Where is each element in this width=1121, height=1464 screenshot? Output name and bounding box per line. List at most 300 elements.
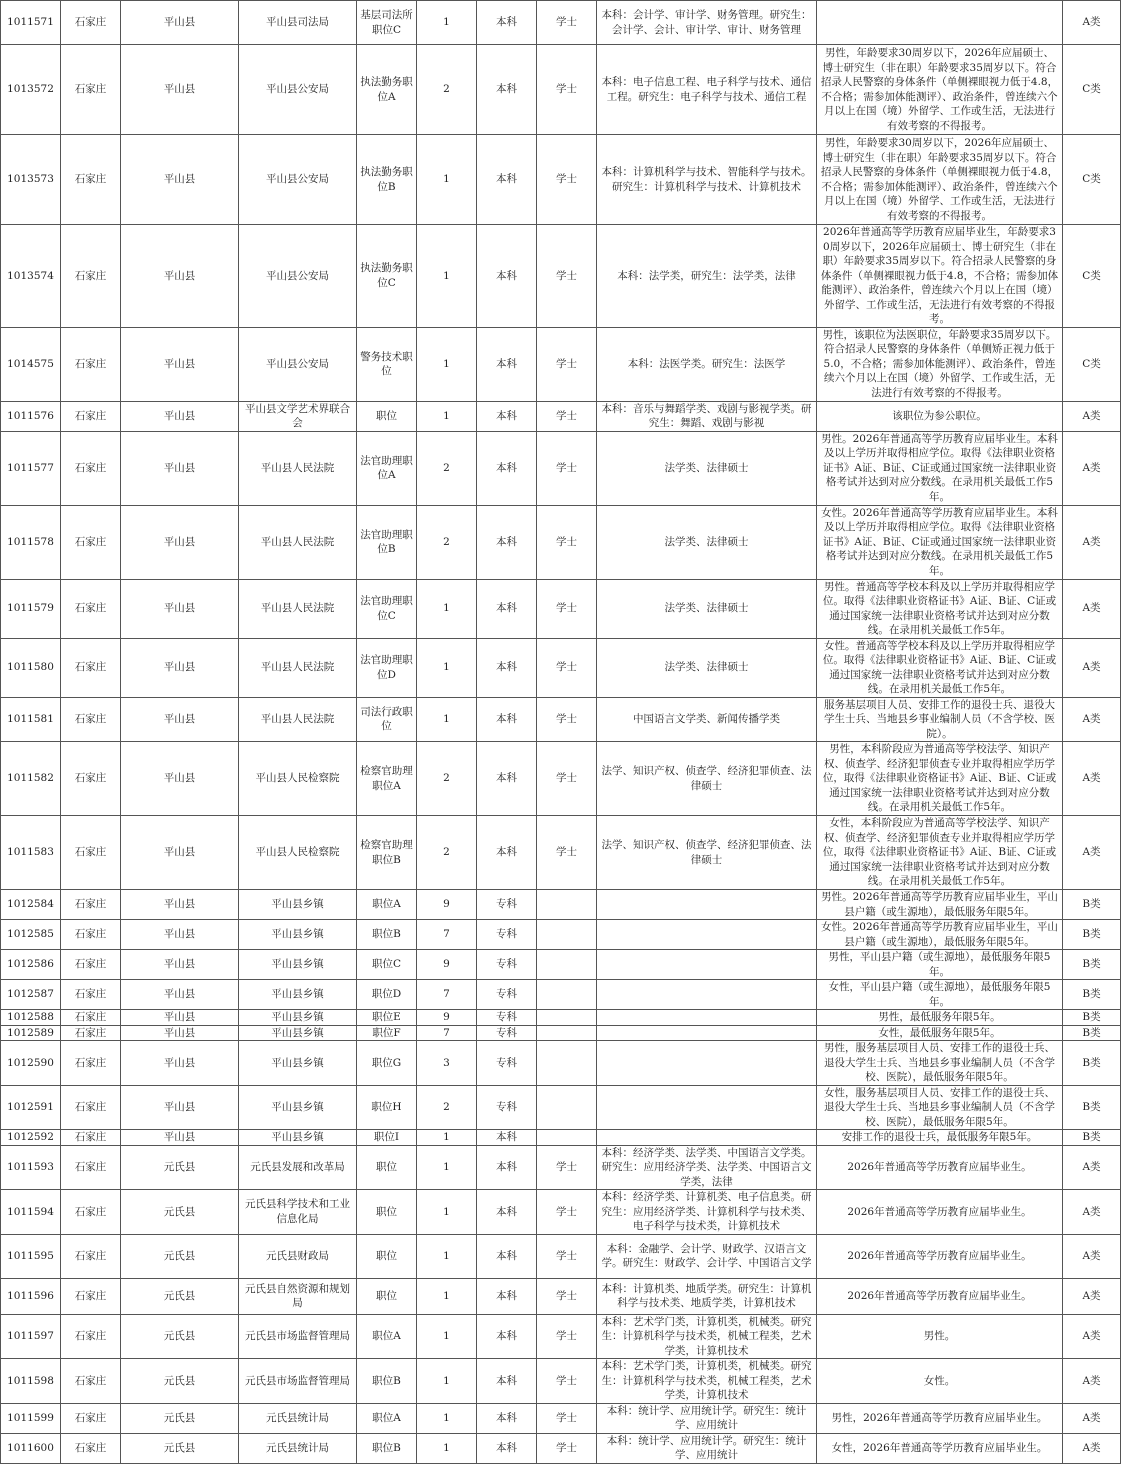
position-cell: 执法勤务职位B	[357, 135, 417, 225]
position-cell: 职位C	[357, 950, 417, 980]
quota-cell: 7	[417, 920, 477, 950]
requirements-cell: 男性，该职位为法医职位，年龄要求35周岁以下。符合招录人民警察的身体条件（单侧矫正视力低于5.0，不合格；需参加体能测评）、政治条件，曾连续六个月以上在国（境）外留学、工作或生活，无法进行有效考察的不得报考。	[817, 327, 1063, 401]
id-cell: 1011593	[1, 1145, 61, 1190]
degree-cell	[537, 1025, 597, 1041]
city-cell: 石家庄	[61, 431, 121, 505]
quota-cell: 2	[417, 816, 477, 890]
county-cell: 元氏县	[121, 1234, 239, 1278]
county-cell: 元氏县	[121, 1403, 239, 1433]
requirements-cell: 男性，年龄要求30周岁以下，2026年应届硕士、博士研究生（非在职）年龄要求35周岁以下。符合招录人民警察的身体条件（单侧裸眼视力低于4.8，不合格；需参加体能测评）、政治条件，曾连续六个月以上在国（境）外留学、工作或生活，无法进行有效考察的不得报考。	[817, 45, 1063, 135]
city-cell: 石家庄	[61, 1190, 121, 1235]
requirements-cell: 男性。2026年普通高等学历教育应届毕业生。本科及以上学历并取得相应学位。取得《法律职业资格证书》A证、B证、C证或通过国家统一法律职业资格考试并达到对应分数线。在录用机关最低工作5年。	[817, 431, 1063, 505]
organization-cell: 平山县人民法院	[239, 638, 357, 697]
quota-cell: 1	[417, 579, 477, 638]
category-cell: B类	[1063, 1130, 1121, 1146]
degree-cell: 学士	[537, 742, 597, 816]
education-cell: 本科	[477, 1, 537, 45]
degree-cell	[537, 890, 597, 920]
organization-cell: 元氏县市场监督管理局	[239, 1314, 357, 1359]
table-row	[1, 1041, 1121, 1086]
category-cell: B类	[1063, 890, 1121, 920]
quota-cell: 9	[417, 950, 477, 980]
major-cell	[597, 890, 817, 920]
position-cell: 职位	[357, 1234, 417, 1278]
major-cell	[597, 980, 817, 1010]
education-cell: 本科	[477, 327, 537, 401]
quota-cell: 1	[417, 401, 477, 431]
table-row	[1, 1433, 1121, 1463]
city-cell: 石家庄	[61, 920, 121, 950]
category-cell: B类	[1063, 1025, 1121, 1041]
position-cell: 执法勤务职位C	[357, 225, 417, 328]
id-cell: 1011581	[1, 697, 61, 742]
degree-cell: 学士	[537, 1145, 597, 1190]
education-cell: 本科	[477, 505, 537, 579]
organization-cell: 平山县人民法院	[239, 431, 357, 505]
county-cell: 平山县	[121, 697, 239, 742]
id-cell: 1011576	[1, 401, 61, 431]
major-cell: 中国语言文学类、新闻传播学类	[597, 697, 817, 742]
degree-cell	[537, 1010, 597, 1026]
requirements-cell: 女性，服务基层项目人员、安排工作的退役士兵、退役大学生士兵、当地县乡事业编制人员（不含学校、医院），最低服务年限5年。	[817, 1085, 1063, 1130]
education-cell: 本科	[477, 816, 537, 890]
degree-cell	[537, 950, 597, 980]
requirements-cell: 2026年普通高等学历教育应届毕业生。	[817, 1190, 1063, 1235]
quota-cell: 1	[417, 1359, 477, 1404]
degree-cell: 学士	[537, 638, 597, 697]
degree-cell: 学士	[537, 135, 597, 225]
requirements-cell: 男性。普通高等学校本科及以上学历并取得相应学位。取得《法律职业资格证书》A证、B证、C证或通过国家统一法律职业资格考试并达到对应分数线。在录用机关最低工作5年。	[817, 579, 1063, 638]
county-cell: 元氏县	[121, 1145, 239, 1190]
county-cell: 平山县	[121, 742, 239, 816]
table-row	[1, 1145, 1121, 1190]
city-cell: 石家庄	[61, 327, 121, 401]
position-cell: 职位I	[357, 1130, 417, 1146]
requirements-cell: 女性。普通高等学校本科及以上学历并取得相应学位。取得《法律职业资格证书》A证、B证、C证或通过国家统一法律职业资格考试并达到对应分数线。在录用机关最低工作5年。	[817, 638, 1063, 697]
education-cell: 本科	[477, 135, 537, 225]
id-cell: 1014575	[1, 327, 61, 401]
major-cell: 本科：统计学、应用统计学。研究生：统计学、应用统计	[597, 1403, 817, 1433]
county-cell: 平山县	[121, 980, 239, 1010]
county-cell: 平山县	[121, 816, 239, 890]
organization-cell: 平山县乡镇	[239, 950, 357, 980]
position-cell: 法官助理职位D	[357, 638, 417, 697]
city-cell: 石家庄	[61, 890, 121, 920]
major-cell: 本科：艺术学门类，计算机类，机械类。研究生：计算机科学与技术类，机械工程类，艺术学类，计算机技术	[597, 1314, 817, 1359]
requirements-cell: 女性。2026年普通高等学历教育应届毕业生，平山县户籍（或生源地），最低服务年限5年。	[817, 920, 1063, 950]
table-row	[1, 1314, 1121, 1359]
position-cell: 职位B	[357, 920, 417, 950]
table-row	[1, 697, 1121, 742]
organization-cell: 平山县人民法院	[239, 697, 357, 742]
position-cell: 职位	[357, 401, 417, 431]
county-cell: 平山县	[121, 950, 239, 980]
id-cell: 1012592	[1, 1130, 61, 1146]
id-cell: 1011580	[1, 638, 61, 697]
organization-cell: 平山县人民法院	[239, 579, 357, 638]
id-cell: 1012589	[1, 1025, 61, 1041]
county-cell: 平山县	[121, 920, 239, 950]
requirements-cell: 女性。	[817, 1359, 1063, 1404]
degree-cell: 学士	[537, 1190, 597, 1235]
organization-cell: 平山县乡镇	[239, 890, 357, 920]
degree-cell	[537, 1085, 597, 1130]
major-cell: 本科：计算机科学与技术、智能科学与技术。研究生：计算机科学与技术、计算机技术	[597, 135, 817, 225]
major-cell: 法学类、法律硕士	[597, 431, 817, 505]
table-row	[1, 1278, 1121, 1314]
major-cell: 本科：会计学、审计学、财务管理。研究生：会计学、会计、审计学、审计、财务管理	[597, 1, 817, 45]
county-cell: 元氏县	[121, 1278, 239, 1314]
requirements-cell: 女性，本科阶段应为普通高等学校法学、知识产权、侦查学、经济犯罪侦查专业并取得相应学历学位，取得《法律职业资格证书》A证、B证、C证或通过国家统一法律职业资格考试并达到对应分数线。在录用机关最低工作5年。	[817, 816, 1063, 890]
category-cell: A类	[1063, 579, 1121, 638]
position-cell: 职位G	[357, 1041, 417, 1086]
degree-cell	[537, 1130, 597, 1146]
category-cell: C类	[1063, 327, 1121, 401]
id-cell: 1011577	[1, 431, 61, 505]
id-cell: 1013573	[1, 135, 61, 225]
education-cell: 专科	[477, 1041, 537, 1086]
quota-cell: 1	[417, 1278, 477, 1314]
id-cell: 1012590	[1, 1041, 61, 1086]
requirements-cell: 2026年普通高等学历教育应届毕业生。	[817, 1145, 1063, 1190]
city-cell: 石家庄	[61, 950, 121, 980]
degree-cell: 学士	[537, 816, 597, 890]
table-row	[1, 1085, 1121, 1130]
city-cell: 石家庄	[61, 1145, 121, 1190]
education-cell: 专科	[477, 1010, 537, 1026]
quota-cell: 1	[417, 638, 477, 697]
organization-cell: 元氏县财政局	[239, 1234, 357, 1278]
major-cell: 本科：计算机类、地质学类。研究生：计算机科学与技术类、地质学类，计算机技术	[597, 1278, 817, 1314]
degree-cell: 学士	[537, 431, 597, 505]
major-cell	[597, 1025, 817, 1041]
requirements-cell: 男性。2026年普通高等学历教育应届毕业生，平山县户籍（或生源地），最低服务年限5年。	[817, 890, 1063, 920]
degree-cell: 学士	[537, 1, 597, 45]
id-cell: 1013574	[1, 225, 61, 328]
id-cell: 1011596	[1, 1278, 61, 1314]
position-cell: 检察官助理职位A	[357, 742, 417, 816]
category-cell: A类	[1063, 1234, 1121, 1278]
table-row	[1, 1234, 1121, 1278]
major-cell	[597, 950, 817, 980]
city-cell: 石家庄	[61, 1041, 121, 1086]
major-cell: 本科：金融学、会计学、财政学、汉语言文学。研究生：财政学、会计学、中国语言文学	[597, 1234, 817, 1278]
id-cell: 1011571	[1, 1, 61, 45]
organization-cell: 元氏县自然资源和规划局	[239, 1278, 357, 1314]
county-cell: 平山县	[121, 1010, 239, 1026]
requirements-cell: 男性，最低服务年限5年。	[817, 1010, 1063, 1026]
position-cell: 职位A	[357, 1403, 417, 1433]
category-cell: A类	[1063, 1359, 1121, 1404]
category-cell: A类	[1063, 1, 1121, 45]
quota-cell: 1	[417, 1, 477, 45]
county-cell: 平山县	[121, 1130, 239, 1146]
county-cell: 平山县	[121, 1085, 239, 1130]
education-cell: 本科	[477, 638, 537, 697]
degree-cell: 学士	[537, 1433, 597, 1463]
major-cell: 本科：法学类，研究生：法学类，法律	[597, 225, 817, 328]
city-cell: 石家庄	[61, 1359, 121, 1404]
major-cell: 法学类、法律硕士	[597, 579, 817, 638]
category-cell: A类	[1063, 816, 1121, 890]
organization-cell: 平山县乡镇	[239, 1025, 357, 1041]
organization-cell: 元氏县统计局	[239, 1403, 357, 1433]
position-cell: 职位D	[357, 980, 417, 1010]
position-cell: 职位B	[357, 1359, 417, 1404]
category-cell: C类	[1063, 135, 1121, 225]
table-row	[1, 816, 1121, 890]
id-cell: 1012585	[1, 920, 61, 950]
city-cell: 石家庄	[61, 505, 121, 579]
id-cell: 1011598	[1, 1359, 61, 1404]
position-cell: 检察官助理职位B	[357, 816, 417, 890]
city-cell: 石家庄	[61, 1010, 121, 1026]
quota-cell: 2	[417, 431, 477, 505]
table-row	[1, 505, 1121, 579]
education-cell: 专科	[477, 980, 537, 1010]
category-cell: A类	[1063, 431, 1121, 505]
requirements-cell: 男性，服务基层项目人员、安排工作的退役士兵、退役大学生士兵、当地县乡事业编制人员（不含学校、医院），最低服务年限5年。	[817, 1041, 1063, 1086]
table-row	[1, 431, 1121, 505]
category-cell: A类	[1063, 1190, 1121, 1235]
major-cell	[597, 1010, 817, 1026]
city-cell: 石家庄	[61, 1278, 121, 1314]
quota-cell: 7	[417, 980, 477, 1010]
id-cell: 1011578	[1, 505, 61, 579]
position-cell: 司法行政职位	[357, 697, 417, 742]
category-cell: B类	[1063, 1010, 1121, 1026]
position-cell: 法官助理职位C	[357, 579, 417, 638]
quota-cell: 1	[417, 1190, 477, 1235]
city-cell: 石家庄	[61, 1130, 121, 1146]
category-cell: B类	[1063, 1041, 1121, 1086]
organization-cell: 平山县公安局	[239, 327, 357, 401]
major-cell: 本科：经济学类、计算机类、电子信息类。研究生：应用经济学类、计算机科学与技术类、电子科学与技术类，计算机技术	[597, 1190, 817, 1235]
degree-cell: 学士	[537, 1234, 597, 1278]
position-cell: 职位A	[357, 890, 417, 920]
county-cell: 元氏县	[121, 1190, 239, 1235]
county-cell: 平山县	[121, 1041, 239, 1086]
county-cell: 平山县	[121, 1025, 239, 1041]
city-cell: 石家庄	[61, 579, 121, 638]
position-cell: 基层司法所职位C	[357, 1, 417, 45]
degree-cell: 学士	[537, 401, 597, 431]
category-cell: A类	[1063, 505, 1121, 579]
education-cell: 专科	[477, 890, 537, 920]
county-cell: 元氏县	[121, 1433, 239, 1463]
city-cell: 石家庄	[61, 1085, 121, 1130]
major-cell: 法学、知识产权、侦查学、经济犯罪侦查、法律硕士	[597, 742, 817, 816]
position-cell: 职位B	[357, 1433, 417, 1463]
category-cell: A类	[1063, 638, 1121, 697]
position-cell: 执法勤务职位A	[357, 45, 417, 135]
city-cell: 石家庄	[61, 225, 121, 328]
table-row	[1, 45, 1121, 135]
category-cell: A类	[1063, 1278, 1121, 1314]
quota-cell: 1	[417, 1403, 477, 1433]
quota-cell: 3	[417, 1041, 477, 1086]
county-cell: 平山县	[121, 890, 239, 920]
id-cell: 1011579	[1, 579, 61, 638]
city-cell: 石家庄	[61, 638, 121, 697]
county-cell: 平山县	[121, 135, 239, 225]
city-cell: 石家庄	[61, 45, 121, 135]
degree-cell	[537, 1041, 597, 1086]
table-row	[1, 890, 1121, 920]
organization-cell: 平山县公安局	[239, 225, 357, 328]
quota-cell: 1	[417, 1130, 477, 1146]
major-cell: 本科：电子信息工程、电子科学与技术、通信工程。研究生：电子科学与技术、通信工程	[597, 45, 817, 135]
city-cell: 石家庄	[61, 980, 121, 1010]
degree-cell	[537, 980, 597, 1010]
education-cell: 本科	[477, 45, 537, 135]
category-cell: A类	[1063, 1433, 1121, 1463]
category-cell: A类	[1063, 1314, 1121, 1359]
requirements-cell: 女性，最低服务年限5年。	[817, 1025, 1063, 1041]
requirements-cell: 女性，2026年普通高等学历教育应届毕业生。	[817, 1433, 1063, 1463]
table-row	[1, 1025, 1121, 1041]
table-row	[1, 327, 1121, 401]
major-cell: 法学、知识产权、侦查学、经济犯罪侦查、法律硕士	[597, 816, 817, 890]
education-cell: 专科	[477, 1085, 537, 1130]
quota-cell: 2	[417, 505, 477, 579]
city-cell: 石家庄	[61, 1025, 121, 1041]
category-cell: B类	[1063, 1085, 1121, 1130]
requirements-cell: 2026年普通高等学历教育应届毕业生。	[817, 1278, 1063, 1314]
degree-cell: 学士	[537, 1403, 597, 1433]
education-cell: 专科	[477, 920, 537, 950]
position-cell: 职位	[357, 1190, 417, 1235]
degree-cell: 学士	[537, 45, 597, 135]
category-cell: C类	[1063, 225, 1121, 328]
id-cell: 1012584	[1, 890, 61, 920]
table-row	[1, 1, 1121, 45]
table-row	[1, 1130, 1121, 1146]
major-cell	[597, 1085, 817, 1130]
category-cell: C类	[1063, 45, 1121, 135]
education-cell: 专科	[477, 950, 537, 980]
id-cell: 1011595	[1, 1234, 61, 1278]
requirements-cell: 男性，平山县户籍（或生源地），最低服务年限5年。	[817, 950, 1063, 980]
degree-cell: 学士	[537, 697, 597, 742]
position-cell: 法官助理职位B	[357, 505, 417, 579]
table-row	[1, 579, 1121, 638]
table-row	[1, 950, 1121, 980]
requirements-cell: 男性，本科阶段应为普通高等学校法学、知识产权、侦查学、经济犯罪侦查专业并取得相应学历学位，取得《法律职业资格证书》A证、B证、C证或通过国家统一法律职业资格考试并达到对应分数线。在录用机关最低工作5年。	[817, 742, 1063, 816]
id-cell: 1011600	[1, 1433, 61, 1463]
education-cell: 本科	[477, 1433, 537, 1463]
id-cell: 1011594	[1, 1190, 61, 1235]
table-row	[1, 1190, 1121, 1235]
major-cell	[597, 1041, 817, 1086]
quota-cell: 2	[417, 742, 477, 816]
id-cell: 1012587	[1, 980, 61, 1010]
position-cell: 职位A	[357, 1314, 417, 1359]
county-cell: 元氏县	[121, 1314, 239, 1359]
category-cell: A类	[1063, 697, 1121, 742]
organization-cell: 元氏县发展和改革局	[239, 1145, 357, 1190]
city-cell: 石家庄	[61, 401, 121, 431]
county-cell: 平山县	[121, 225, 239, 328]
requirements-cell: 男性，年龄要求30周岁以下，2026年应届硕士、博士研究生（非在职）年龄要求35周岁以下。符合招录人民警察的身体条件（单侧裸眼视力低于4.8，不合格；需参加体能测评）、政治条件，曾连续六个月以上在国（境）外留学、工作或生活，无法进行有效考察的不得报考。	[817, 135, 1063, 225]
requirements-cell: 服务基层项目人员、安排工作的退役士兵、退役大学生士兵、当地县乡事业编制人员（不含学校、医院）。	[817, 697, 1063, 742]
major-cell: 本科：法医学类。研究生：法医学	[597, 327, 817, 401]
requirements-cell: 安排工作的退役士兵，最低服务年限5年。	[817, 1130, 1063, 1146]
requirements-cell: 2026年普通高等学历教育应届毕业生。	[817, 1234, 1063, 1278]
position-cell: 职位E	[357, 1010, 417, 1026]
table-row	[1, 920, 1121, 950]
category-cell: A类	[1063, 1145, 1121, 1190]
table-row	[1, 980, 1121, 1010]
organization-cell: 平山县人民法院	[239, 505, 357, 579]
quota-cell: 1	[417, 1433, 477, 1463]
city-cell: 石家庄	[61, 1, 121, 45]
quota-cell: 1	[417, 135, 477, 225]
requirements-cell	[817, 1, 1063, 45]
organization-cell: 平山县乡镇	[239, 920, 357, 950]
organization-cell: 平山县乡镇	[239, 1085, 357, 1130]
id-cell: 1012591	[1, 1085, 61, 1130]
organization-cell: 元氏县统计局	[239, 1433, 357, 1463]
education-cell: 本科	[477, 431, 537, 505]
county-cell: 平山县	[121, 505, 239, 579]
table-row	[1, 638, 1121, 697]
position-cell: 职位F	[357, 1025, 417, 1041]
id-cell: 1011597	[1, 1314, 61, 1359]
table-row	[1, 401, 1121, 431]
degree-cell	[537, 920, 597, 950]
position-cell: 职位	[357, 1145, 417, 1190]
quota-cell: 2	[417, 1085, 477, 1130]
major-cell	[597, 920, 817, 950]
quota-cell: 1	[417, 697, 477, 742]
education-cell: 本科	[477, 401, 537, 431]
degree-cell: 学士	[537, 579, 597, 638]
organization-cell: 平山县人民检察院	[239, 816, 357, 890]
education-cell: 本科	[477, 225, 537, 328]
city-cell: 石家庄	[61, 135, 121, 225]
table-row	[1, 225, 1121, 328]
major-cell: 法学类、法律硕士	[597, 638, 817, 697]
degree-cell: 学士	[537, 327, 597, 401]
organization-cell: 平山县乡镇	[239, 1010, 357, 1026]
quota-cell: 1	[417, 1145, 477, 1190]
organization-cell: 元氏县科学技术和工业信息化局	[239, 1190, 357, 1235]
id-cell: 1013572	[1, 45, 61, 135]
organization-cell: 平山县乡镇	[239, 980, 357, 1010]
organization-cell: 平山县公安局	[239, 135, 357, 225]
city-cell: 石家庄	[61, 816, 121, 890]
quota-cell: 9	[417, 890, 477, 920]
organization-cell: 平山县司法局	[239, 1, 357, 45]
position-cell: 职位H	[357, 1085, 417, 1130]
position-cell: 警务技术职位	[357, 327, 417, 401]
category-cell: A类	[1063, 742, 1121, 816]
organization-cell: 元氏县市场监督管理局	[239, 1359, 357, 1404]
position-cell: 法官助理职位A	[357, 431, 417, 505]
major-cell: 本科：经济学类、法学类、中国语言文学类。研究生：应用经济学类、法学类、中国语言文学类，法律	[597, 1145, 817, 1190]
major-cell: 本科：艺术学门类，计算机类，机械类。研究生：计算机科学与技术类，机械工程类，艺术学类，计算机技术	[597, 1359, 817, 1404]
major-cell: 本科：统计学、应用统计学。研究生：统计学、应用统计	[597, 1433, 817, 1463]
degree-cell: 学士	[537, 505, 597, 579]
requirements-cell: 2026年普通高等学历教育应届毕业生，年龄要求30周岁以下，2026年应届硕士、博士研究生（非在职）年龄要求35周岁以下。符合招录人民警察的身体条件（单侧裸眼视力低于4.8，不合格；需参加体能测评）、政治条件，曾连续六个月以上在国（境）外留学、工作或生活，无法进行有效考察的不得报考。	[817, 225, 1063, 328]
organization-cell: 平山县公安局	[239, 45, 357, 135]
county-cell: 平山县	[121, 638, 239, 697]
major-cell: 本科：音乐与舞蹈学类、戏剧与影视学类。研究生：舞蹈、戏剧与影视	[597, 401, 817, 431]
county-cell: 元氏县	[121, 1359, 239, 1404]
table-row	[1, 135, 1121, 225]
city-cell: 石家庄	[61, 1403, 121, 1433]
